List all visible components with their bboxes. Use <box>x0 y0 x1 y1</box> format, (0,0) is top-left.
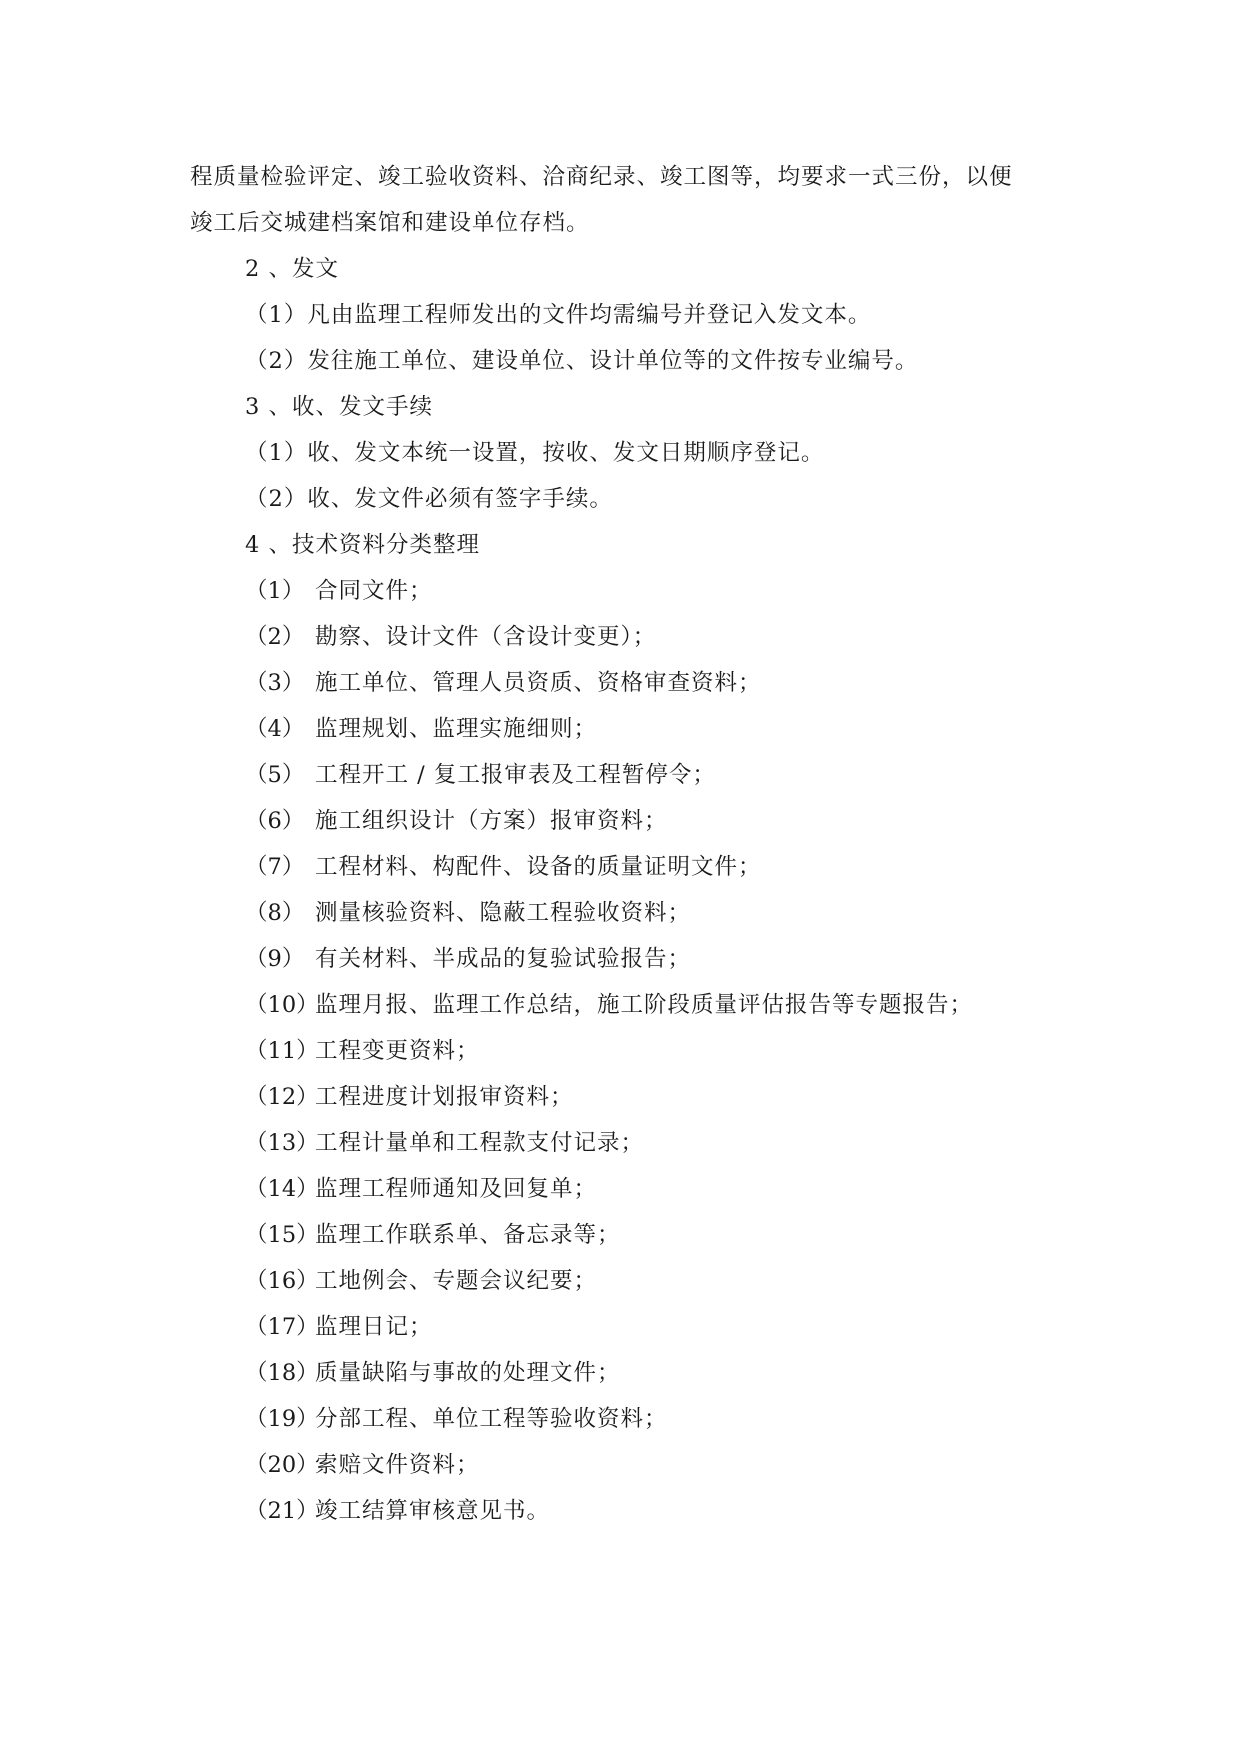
list-item: 工程开工 / 复工报审表及工程暂停令； <box>315 762 716 788</box>
list-item: 索赔文件资料； <box>315 1452 480 1478</box>
list-item: 工程材料、构配件、设备的质量证明文件； <box>315 854 762 880</box>
list-item-number: （4） <box>245 716 305 742</box>
list-item: 监理工作联系单、备忘录等； <box>315 1222 621 1248</box>
list-item: 工程计量单和工程款支付记录； <box>315 1130 645 1156</box>
list-item: 工地例会、专题会议纪要； <box>315 1268 598 1294</box>
list-item: 合同文件； <box>315 578 433 604</box>
list-item-number: （12） <box>245 1084 319 1110</box>
list-item-number: （1） <box>245 578 305 604</box>
list-item-number: （13） <box>245 1130 319 1156</box>
list-item: 施工单位、管理人员资质、资格审查资料； <box>315 670 762 696</box>
paragraph-line: 程质量检验评定、竣工验收资料、洽商纪录、竣工图等，均要求一式三份，以便 <box>190 164 1013 190</box>
list-item-number: （21） <box>245 1498 319 1524</box>
list-item: 竣工结算审核意见书。 <box>315 1498 551 1524</box>
list-item: 监理工程师通知及回复单； <box>315 1176 598 1202</box>
section-heading: 4 、技术资料分类整理 <box>245 532 480 558</box>
list-item: 监理日记； <box>315 1314 433 1340</box>
paragraph-line: （1）收、发文本统一设置，按收、发文日期顺序登记。 <box>245 440 825 466</box>
list-item-number: （2） <box>245 624 305 650</box>
list-item-number: （16） <box>245 1268 319 1294</box>
paragraph-line: （2）收、发文件必须有签字手续。 <box>245 486 613 512</box>
list-item: 有关材料、半成品的复验试验报告； <box>315 946 692 972</box>
list-item-number: （3） <box>245 670 305 696</box>
list-item: 工程变更资料； <box>315 1038 480 1064</box>
paragraph-line: （1）凡由监理工程师发出的文件均需编号并登记入发文本。 <box>245 302 872 328</box>
list-item-number: （6） <box>245 808 305 834</box>
list-item-number: （9） <box>245 946 305 972</box>
list-item: 监理规划、监理实施细则； <box>315 716 598 742</box>
list-item-number: （20） <box>245 1452 319 1478</box>
list-item-number: （7） <box>245 854 305 880</box>
list-item-number: （14） <box>245 1176 319 1202</box>
list-item-number: （8） <box>245 900 305 926</box>
paragraph-line: 竣工后交城建档案馆和建设单位存档。 <box>190 210 590 236</box>
list-item: 质量缺陷与事故的处理文件； <box>315 1360 621 1386</box>
list-item: 分部工程、单位工程等验收资料； <box>315 1406 668 1432</box>
list-item-number: （15） <box>245 1222 319 1248</box>
paragraph-line: （2）发往施工单位、建设单位、设计单位等的文件按专业编号。 <box>245 348 919 374</box>
list-item-number: （11） <box>245 1038 319 1064</box>
list-item: 施工组织设计（方案）报审资料； <box>315 808 668 834</box>
list-item-number: （10） <box>245 992 319 1018</box>
list-item: 监理月报、监理工作总结，施工阶段质量评估报告等专题报告； <box>315 992 974 1018</box>
section-heading: 3 、收、发文手续 <box>245 394 433 420</box>
list-item: 测量核验资料、隐蔽工程验收资料； <box>315 900 692 926</box>
list-item: 勘察、设计文件（含设计变更）； <box>315 624 657 650</box>
list-item-number: （19） <box>245 1406 319 1432</box>
list-item-number: （5） <box>245 762 305 788</box>
list-item-number: （17） <box>245 1314 319 1340</box>
section-heading: 2 、发文 <box>245 256 339 282</box>
list-item: 工程进度计划报审资料； <box>315 1084 574 1110</box>
list-item-number: （18） <box>245 1360 319 1386</box>
